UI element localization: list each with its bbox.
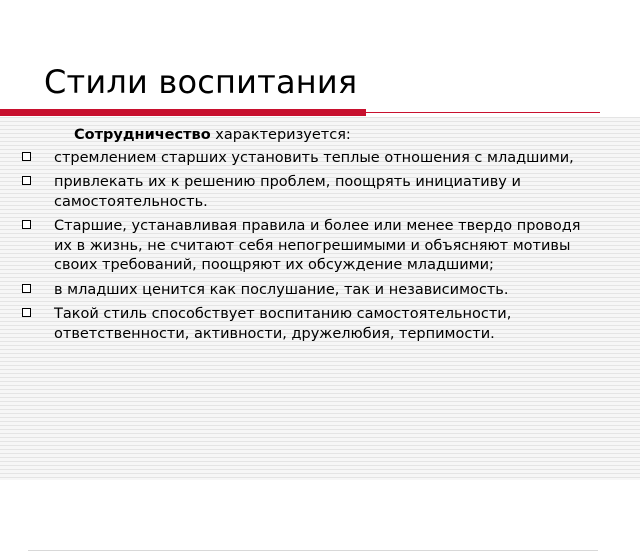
square-bullet-icon: [22, 220, 31, 229]
square-bullet-icon: [22, 284, 31, 293]
slide-text-block: [22, 126, 602, 349]
intro-rest: характеризуется:: [210, 127, 351, 143]
title-accent-bar: [0, 109, 366, 116]
intro-term: Сотрудничество: [74, 127, 211, 143]
square-bullet-icon: [22, 308, 31, 317]
list-item: [22, 217, 602, 276]
list-item-text: стремлением старших установить теплые отношения с младшими,: [54, 149, 574, 166]
title-underline: [366, 112, 600, 113]
list-item-text: привлекать их к решению проблем, поощрять инициативу и самостоятельность.: [54, 174, 521, 210]
list-item: [22, 305, 602, 344]
square-bullet-icon: [22, 176, 31, 185]
slide-body: [0, 117, 640, 480]
bullet-list: [22, 149, 602, 345]
list-item: [22, 149, 602, 169]
intro-line: [22, 126, 602, 146]
list-item-text: в младших ценится как послушание, так и независимость.: [54, 281, 509, 298]
slide-title-area: [0, 0, 640, 108]
list-item-text: Старшие, устанавливая правила и более или менее твердо проводя их в жизнь, не считают себя непогрешимыми и объясняют мотивы своих требований, поощряют их обсуждение младшими;: [54, 218, 581, 273]
list-item: [22, 281, 602, 301]
list-item: [22, 173, 602, 212]
square-bullet-icon: [22, 152, 31, 161]
slide-title: Стили воспитания: [44, 63, 358, 101]
list-item-text: Такой стиль способствует воспитанию самостоятельности, ответственности, активности, дружелюбия, терпимости.: [54, 306, 512, 342]
